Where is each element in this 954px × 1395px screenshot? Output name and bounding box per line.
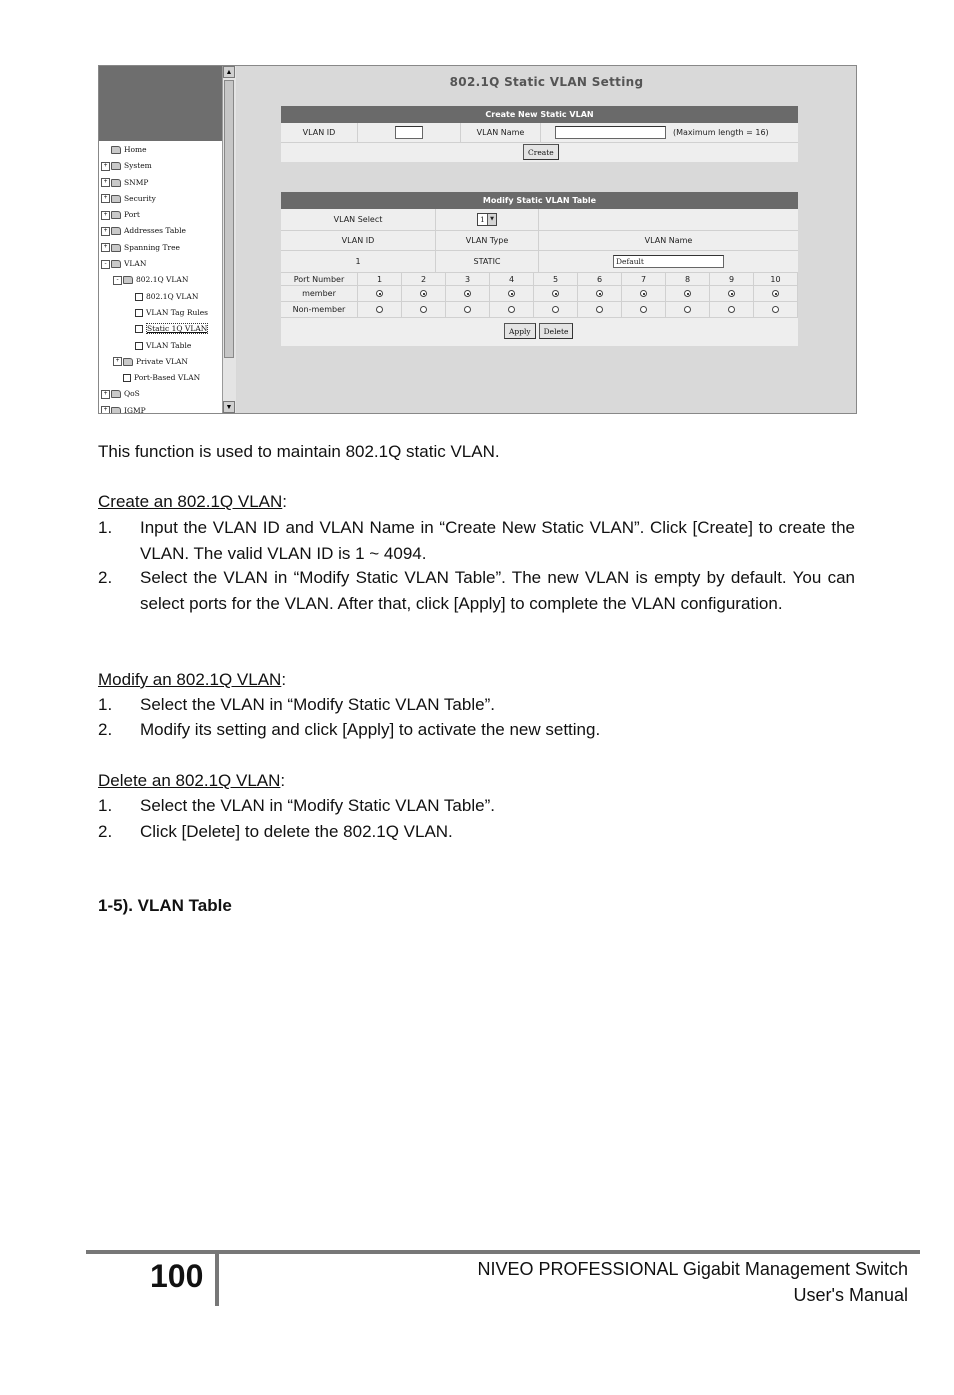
folder-icon <box>111 195 121 203</box>
step-number: 2. <box>98 720 113 739</box>
modify-heading-text: Modify an 802.1Q VLAN <box>98 670 282 689</box>
nonmember-cell <box>446 302 490 317</box>
expand-icon[interactable]: + <box>101 211 110 220</box>
sidebar-item[interactable] <box>101 338 221 354</box>
port-number: 8 <box>666 273 710 285</box>
sidebar-item[interactable] <box>101 158 221 174</box>
vlan-header-row <box>281 231 798 251</box>
sidebar-item[interactable] <box>101 207 221 223</box>
navigation-scrollbar[interactable] <box>222 66 236 413</box>
port-number: 7 <box>622 273 666 285</box>
member-cell <box>754 286 798 301</box>
vlan-select-cell <box>436 209 539 230</box>
member-radio[interactable] <box>376 290 383 297</box>
member-cell <box>710 286 754 301</box>
port-number-label: Port Number <box>281 273 358 285</box>
modify-vlan-panel <box>281 192 798 346</box>
member-cell <box>622 286 666 301</box>
sidebar-item-label: Private VLAN <box>136 356 188 366</box>
modify-section-heading <box>98 667 286 692</box>
sidebar-item-label: Port <box>124 210 140 220</box>
member-cell <box>534 286 578 301</box>
nonmember-cell <box>622 302 666 317</box>
member-radio[interactable] <box>464 290 471 297</box>
col-vlan-name: VLAN Name <box>644 236 693 245</box>
sidebar-item-label: Security <box>124 193 156 203</box>
sidebar-item[interactable] <box>101 305 221 321</box>
collapse-icon[interactable]: - <box>101 260 110 269</box>
nonmember-radio[interactable] <box>772 306 779 313</box>
page-number: 100 <box>150 1258 204 1294</box>
create-vlan-row <box>281 123 798 143</box>
document-icon <box>123 374 131 382</box>
list-item <box>98 819 855 845</box>
nonmember-cell <box>534 302 578 317</box>
vlan-id-value: 1 <box>281 251 436 272</box>
delete-button[interactable]: Delete <box>539 323 574 339</box>
vlan-name-cell <box>541 123 798 142</box>
member-radio[interactable] <box>508 290 515 297</box>
sidebar-item[interactable] <box>101 240 221 256</box>
max-length-note: (Maximum length = 16) <box>673 128 769 137</box>
delete-heading-colon: : <box>280 771 286 790</box>
member-cell <box>578 286 622 301</box>
nonmember-cell <box>710 302 754 317</box>
folder-icon <box>111 407 121 414</box>
folder-icon <box>111 146 121 154</box>
member-cell <box>490 286 534 301</box>
step-number: 2. <box>98 568 113 587</box>
nonmember-cell <box>402 302 446 317</box>
sidebar-item-label: 802.1Q VLAN <box>146 291 199 301</box>
folder-icon <box>111 211 121 219</box>
port-number: 3 <box>446 273 490 285</box>
member-cell <box>446 286 490 301</box>
vlan-type-value: STATIC <box>436 251 539 272</box>
document-icon <box>135 293 143 301</box>
modify-vlan-header: Modify Static VLAN Table <box>281 192 798 209</box>
sidebar-item[interactable] <box>101 354 221 370</box>
sidebar-item[interactable] <box>101 370 221 386</box>
nonmember-cell <box>666 302 710 317</box>
list-item <box>98 565 855 642</box>
member-radio[interactable] <box>596 290 603 297</box>
port-number: 2 <box>402 273 446 285</box>
sidebar-item[interactable] <box>101 142 221 158</box>
list-item <box>98 717 855 743</box>
folder-icon <box>111 260 121 268</box>
nonmember-row <box>281 302 798 318</box>
content-frame <box>237 66 856 413</box>
port-number: 10 <box>754 273 798 285</box>
chevron-down-icon[interactable]: ▼ <box>487 214 496 225</box>
nonmember-radio[interactable] <box>420 306 427 313</box>
member-radio[interactable] <box>552 290 559 297</box>
sidebar-item[interactable] <box>101 272 221 288</box>
step-text: Click [Delete] to delete the 802.1Q VLAN. <box>140 822 453 841</box>
vlan-select-row <box>281 209 798 231</box>
member-radio[interactable] <box>728 290 735 297</box>
sidebar-item-label: QoS <box>124 389 140 399</box>
expand-icon[interactable]: + <box>101 178 110 187</box>
vlan-name-value-cell <box>539 251 798 272</box>
navigation-frame <box>99 66 236 413</box>
vlan-select-value: 1 <box>480 215 485 224</box>
scroll-thumb[interactable] <box>224 80 234 358</box>
sidebar-item-label: Port-Based VLAN <box>134 373 201 383</box>
action-row <box>281 318 798 346</box>
footer-line-2: User's Manual <box>793 1285 908 1305</box>
col-vlan-id: VLAN ID <box>281 231 436 250</box>
port-number-row <box>281 273 798 286</box>
vlan-name-label: VLAN Name <box>461 123 541 142</box>
section-heading: 1-5). VLAN Table <box>98 896 232 915</box>
vlan-name-edit-input[interactable]: Default <box>613 255 724 268</box>
sidebar-item-label: IGMP <box>124 405 146 414</box>
vlan-value-row <box>281 251 798 273</box>
apply-button[interactable]: Apply <box>504 323 536 339</box>
sidebar-item-label: Addresses Table <box>124 226 186 236</box>
member-radio[interactable] <box>420 290 427 297</box>
step-number: 1. <box>98 796 113 815</box>
nonmember-cell <box>754 302 798 317</box>
modify-heading-colon: : <box>281 670 287 689</box>
sidebar-item-label: 802.1Q VLAN <box>136 275 189 285</box>
nonmember-radio[interactable] <box>684 306 691 313</box>
vlan-select-dropdown[interactable] <box>477 213 497 226</box>
step-number: 2. <box>98 822 113 841</box>
sidebar-item[interactable] <box>101 223 221 239</box>
scroll-up-icon[interactable]: ▲ <box>223 66 235 78</box>
folder-icon <box>111 227 121 235</box>
nonmember-cell <box>578 302 622 317</box>
step-text: Select the VLAN in “Modify Static VLAN Table”. <box>140 695 495 714</box>
footer-rule <box>86 1250 920 1254</box>
list-item <box>98 692 855 718</box>
sidebar-item[interactable] <box>101 289 221 305</box>
sidebar-item-label: SNMP <box>124 177 149 187</box>
port-number: 1 <box>358 273 402 285</box>
create-button-wrap <box>523 144 559 160</box>
step-text: Modify its setting and click [Apply] to activate the new setting. <box>140 720 601 739</box>
intro-paragraph: This function is used to maintain 802.1Q static VLAN. <box>98 442 500 461</box>
expand-icon[interactable]: + <box>101 406 110 414</box>
nonmember-cell <box>358 302 402 317</box>
folder-icon <box>111 244 121 252</box>
delete-heading-text: Delete an 802.1Q VLAN <box>98 771 281 790</box>
create-section-heading <box>98 489 287 514</box>
member-radio[interactable] <box>772 290 779 297</box>
member-radio[interactable] <box>640 290 647 297</box>
nonmember-radio[interactable] <box>552 306 559 313</box>
vlan-name-input[interactable] <box>555 126 666 139</box>
member-label: member <box>281 286 358 301</box>
sidebar-item-label: VLAN <box>124 259 147 269</box>
expand-icon[interactable]: + <box>113 357 122 366</box>
nonmember-radio[interactable] <box>508 306 515 313</box>
sidebar-item[interactable] <box>101 256 221 272</box>
collapse-icon[interactable]: - <box>113 276 122 285</box>
folder-icon <box>123 358 133 366</box>
nonmember-label: Non-member <box>281 302 358 317</box>
sidebar-item-label: VLAN Table <box>146 340 192 350</box>
nonmember-radio[interactable] <box>376 306 383 313</box>
document-icon <box>135 325 143 333</box>
folder-icon <box>111 179 121 187</box>
nonmember-radio[interactable] <box>464 306 471 313</box>
vlan-id-input[interactable] <box>395 126 423 139</box>
member-cell <box>666 286 710 301</box>
footer-title <box>478 1256 909 1308</box>
document-icon <box>135 309 143 317</box>
member-radio[interactable] <box>684 290 691 297</box>
sidebar-item-label: Spanning Tree <box>124 242 180 252</box>
expand-icon[interactable]: + <box>101 162 110 171</box>
sidebar-item-label: Home <box>124 145 147 154</box>
create-button[interactable]: Create <box>523 144 559 160</box>
expand-icon[interactable]: + <box>101 390 110 399</box>
step-text: Select the VLAN in “Modify Static VLAN Table”. <box>140 796 495 815</box>
footer-line-1: NIVEO PROFESSIONAL Gigabit Management Switch <box>477 1259 908 1279</box>
port-number: 4 <box>490 273 534 285</box>
document-icon <box>135 342 143 350</box>
delete-section-heading <box>98 768 285 793</box>
vlan-id-label: VLAN ID <box>281 123 358 142</box>
member-row <box>281 286 798 302</box>
create-button-row <box>281 143 798 162</box>
navigation-tree <box>101 142 221 414</box>
expand-icon[interactable]: + <box>101 194 110 203</box>
member-cell <box>358 286 402 301</box>
step-text: Select the VLAN in “Modify Static VLAN Table”. The new VLAN is empty by default. You can select ports for the VLAN. After that, click [Apply] to complete the VLAN configuration. <box>140 568 855 613</box>
sidebar-item[interactable] <box>101 191 221 207</box>
footer-separator <box>215 1254 219 1306</box>
port-number: 5 <box>534 273 578 285</box>
sidebar-item[interactable] <box>101 386 221 402</box>
list-item <box>98 793 855 819</box>
vlan-select-label: VLAN Select <box>281 209 436 230</box>
list-item <box>98 515 855 566</box>
page-title: 802.1Q Static VLAN Setting <box>449 75 644 89</box>
sidebar-item-label: VLAN Tag Rules <box>146 307 208 317</box>
sidebar-item[interactable] <box>101 403 221 414</box>
folder-icon <box>111 162 121 170</box>
step-number: 1. <box>98 695 113 714</box>
nonmember-radio[interactable] <box>728 306 735 313</box>
create-vlan-header: Create New Static VLAN <box>281 106 798 123</box>
member-cell <box>402 286 446 301</box>
create-heading-text: Create an 802.1Q VLAN <box>98 492 283 511</box>
scroll-down-icon[interactable]: ▼ <box>223 401 235 413</box>
step-text: Input the VLAN ID and VLAN Name in “Create New Static VLAN”. Click [Create] to create the VLAN. The valid VLAN ID is 1 ~ 4094. <box>140 518 855 563</box>
step-number: 1. <box>98 518 113 537</box>
vlan-id-cell <box>358 123 461 142</box>
create-heading-colon: : <box>282 492 288 511</box>
action-buttons <box>504 323 573 339</box>
sidebar-item-label: System <box>124 161 152 171</box>
col-vlan-type: VLAN Type <box>436 231 539 250</box>
nonmember-radio[interactable] <box>640 306 647 313</box>
sidebar-item[interactable] <box>101 175 221 191</box>
create-vlan-panel <box>281 106 798 162</box>
screenshot-figure <box>98 65 857 414</box>
nonmember-radio[interactable] <box>596 306 603 313</box>
folder-icon <box>111 390 121 398</box>
sidebar-item-label: Static 1Q VLAN <box>147 324 208 334</box>
nonmember-cell <box>490 302 534 317</box>
banner-image <box>99 66 222 141</box>
expand-icon[interactable]: + <box>101 227 110 236</box>
port-number: 9 <box>710 273 754 285</box>
port-number: 6 <box>578 273 622 285</box>
expand-icon[interactable]: + <box>101 243 110 252</box>
folder-icon <box>123 276 133 284</box>
sidebar-item[interactable] <box>101 321 221 337</box>
